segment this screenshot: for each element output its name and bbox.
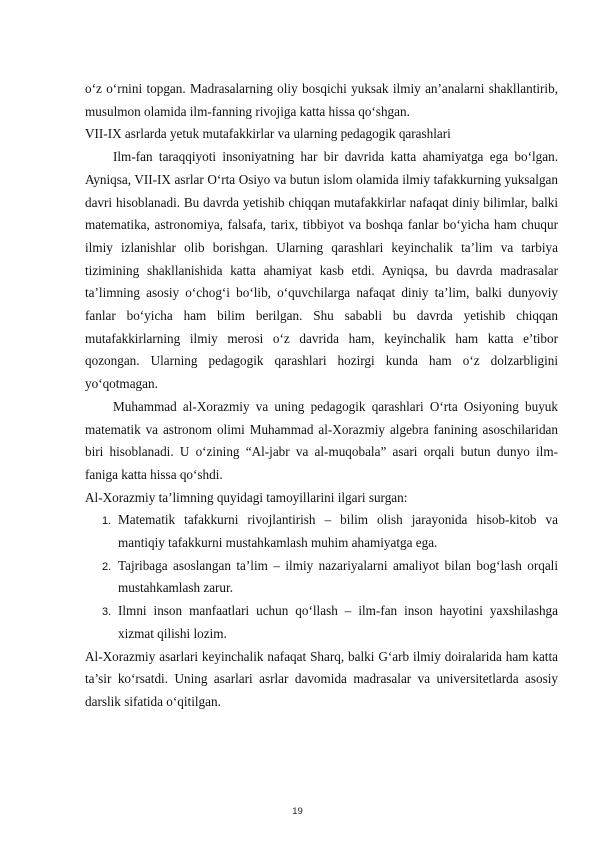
list-item-number: 2. xyxy=(102,560,112,573)
page-number: 19 xyxy=(292,806,303,817)
closing-paragraph: Al-Xorazmiy asarlari keyinchalik nafaqat Sharq, balki G‘arb ilmiy doiralarida ham katta ta’sir ko‘rsatdi. Uning asarlari asrlar davomida madrasalar va universitetlarda asosiy darslik sifatida o‘qitilgan. xyxy=(85,648,558,709)
list-item xyxy=(85,509,558,554)
list-item-number: 1. xyxy=(102,515,112,528)
list-item-text: Ilmni inson manfaatlari uchun qo‘llash – ilm-fan inson hayotini yaxshilashga xizmat qilishi lozim. xyxy=(118,603,558,641)
paragraph-al-xorazmiy: Muhammad al-Xorazmiy va uning pedagogik qarashlari O‘rta Osiyoning buyuk matematik va astronom olimi Muhammad al-Xorazmiy algebra fanining asoschilaridan biri hisoblanadi. U o‘zining “Al-jabr va al-muqobala” asari orqali butun dunyo ilm-faniga katta hissa qo‘shdi. xyxy=(85,398,558,482)
document-body xyxy=(85,78,558,714)
list-item-text: Tajribaga asoslangan ta’lim – ilmiy nazariyalarni amaliyot bilan bog‘lash orqali mustahkamlash zarur. xyxy=(118,557,558,596)
list-item xyxy=(85,600,558,645)
paragraph-intellectual-progress: Ilm-fan taraqqiyoti insoniyatning har bir davrida katta ahamiyatga ega bo‘lgan. Ayniqsa, VII-IX asrlar O‘rta Osiyo va butun islom olamida ilmiy tafakkurning yuksalgan davri hisoblanadi. Bu davrda yetishib chiqqan mutafakkirlar nafaqat diniy bilimlar, balki matematika, astronomiya, falsafa, tarix, tibbiyot va boshqa fanlar bo‘yicha ham chuqur ilmiy izlanishlar olib borishgan. Ularning qarashlari keyinchalik ta’lim va tarbiya tizimining shakllanishida katta ahamiyat kasb etdi. Ayniqsa, bu davrda madrasalar ta’limning asosiy o‘chog‘i bo‘lib, o‘quvchilarga nafaqat diniy ta’lim, balki dunyoviy fanlar bo‘yicha ham bilim berilgan. Shu sababli bu davrda yetishib chiqqan mutafakkirlarning ilmiy merosi o‘z davrida ham, keyinchalik ham katta e’tibor qozongan. Ularning pedagogik qarashlari hozirgi kunda ham o‘z dolzarbligini yo‘qotmagan. xyxy=(85,149,558,392)
list-item-text: Matematik tafakkurni rivojlantirish – bilim olish jarayonida hisob-kitob va mantiqiy tafakkurni mustahkamlash muhim ahamiyatga ega. xyxy=(118,512,558,551)
section-heading: VII-IX asrlarda yetuk mutafakkirlar va ularning pedagogik qarashlari xyxy=(85,126,451,142)
list-item-number: 3. xyxy=(102,606,112,619)
list-item xyxy=(85,555,558,600)
intro-paragraph: o‘z o‘rnini topgan. Madrasalarning oliy bosqichi yuksak ilmiy an’analarni shakllantirib, musulmon olamida ilm-fanning rivojiga katta hissa qo‘shgan. xyxy=(85,81,558,119)
principles-list xyxy=(85,509,558,645)
list-intro: Al-Xorazmiy ta’limning quyidagi tamoyillarini ilgari surgan: xyxy=(85,489,408,505)
